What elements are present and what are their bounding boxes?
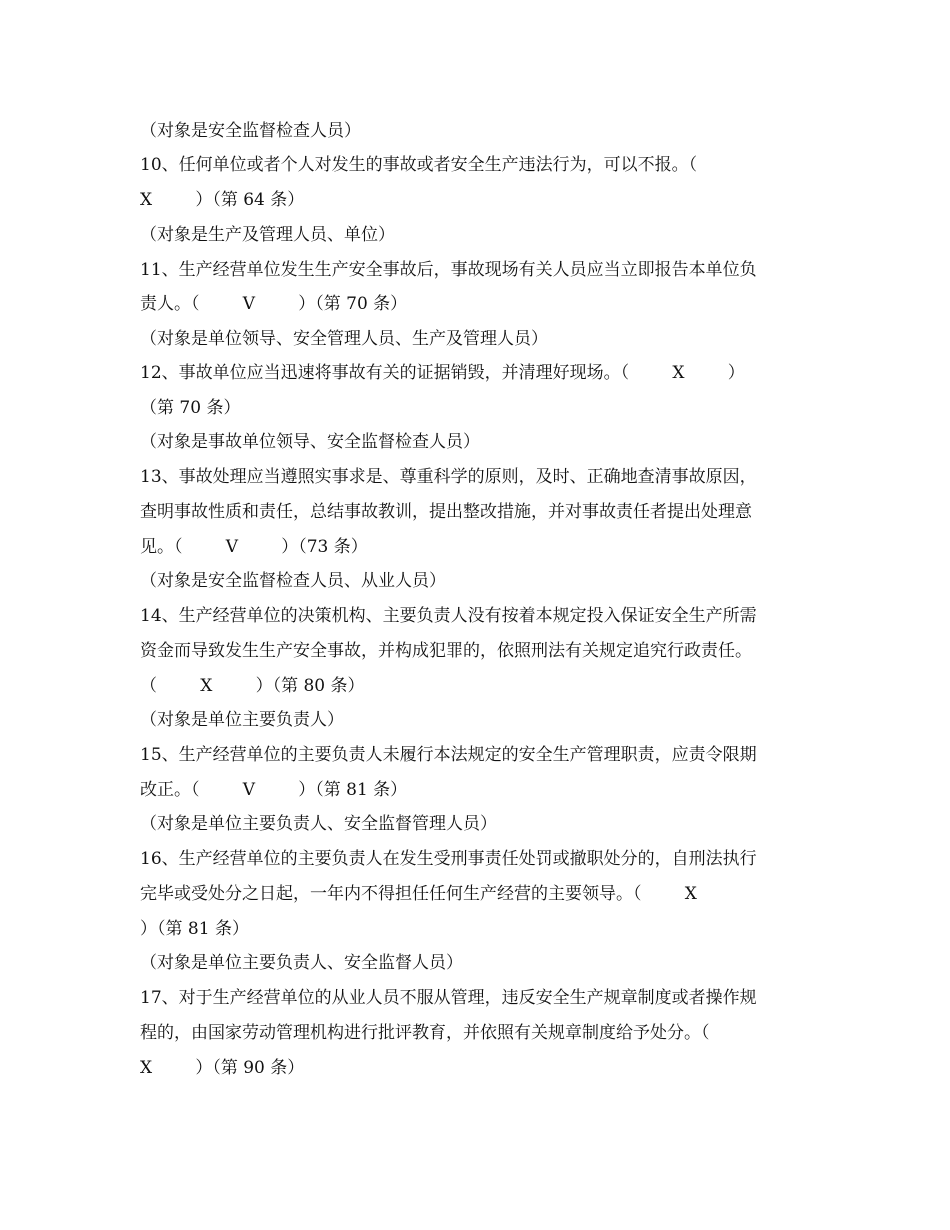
object-note: （对象是单位主要负责人、安全监督人员） [140,953,463,973]
object-note: （对象是安全监督检查人员） [140,121,361,141]
answer-line: 责人。（ V ）（第 70 条） [140,294,408,314]
question-14: 14、生产经营单位的决策机构、主要负责人没有按着本规定投入保证安全生产所需 [140,606,757,626]
question-12: 12、事故单位应当迅速将事故有关的证据销毁，并清理好现场。（ X ） [140,363,745,383]
question-15: 15、生产经营单位的主要负责人未履行本法规定的安全生产管理职责，应责令限期 [140,745,757,765]
question-16: 16、生产经营单位的主要负责人在发生受刑事责任处罚或撤职处分的，自刑法执行 [140,849,757,869]
answer-line: （ X ）（第 80 条） [140,676,365,696]
answer-line: X ）（第 90 条） [140,1058,305,1078]
object-note: （对象是单位领导、安全管理人员、生产及管理人员） [140,329,548,349]
answer-line: X ）（第 64 条） [140,190,305,210]
answer-line: 改正。（ V ）（第 81 条） [140,780,408,800]
object-note: （对象是事故单位领导、安全监督检查人员） [140,432,480,452]
question-10: 10、任何单位或者个人对发生的事故或者安全生产违法行为，可以不报。（ [140,155,698,175]
object-note: （对象是安全监督检查人员、从业人员） [140,571,446,591]
question-14-cont: 资金而导致发生生产安全事故，并构成犯罪的，依照刑法有关规定追究行政责任。 [140,641,752,661]
question-17: 17、对于生产经营单位的从业人员不服从管理，违反安全生产规章制度或者操作规 [140,988,757,1008]
object-note: （对象是生产及管理人员、单位） [140,225,395,245]
answer-line: （第 70 条） [140,398,241,418]
question-16-cont: 完毕或受处分之日起，一年内不得担任任何生产经营的主要领导。（ X [140,884,697,904]
question-11: 11、生产经营单位发生生产安全事故后，事故现场有关人员应当立即报告本单位负 [140,260,757,280]
object-note: （对象是单位主要负责人、安全监督管理人员） [140,814,497,834]
question-17-cont: 程的，由国家劳动管理机构进行批评教育，并依照有关规章制度给予处分。（ [140,1023,710,1043]
question-13: 13、事故处理应当遵照实事求是、尊重科学的原则，及时、正确地查清事故原因， [140,467,757,487]
answer-line: 见。（ V ）（73 条） [140,537,368,557]
answer-line: ）（第 81 条） [140,919,249,939]
question-13-cont: 查明事故性质和责任，总结事故教训，提出整改措施，并对事故责任者提出处理意 [140,502,752,522]
object-note: （对象是单位主要负责人） [140,710,344,730]
